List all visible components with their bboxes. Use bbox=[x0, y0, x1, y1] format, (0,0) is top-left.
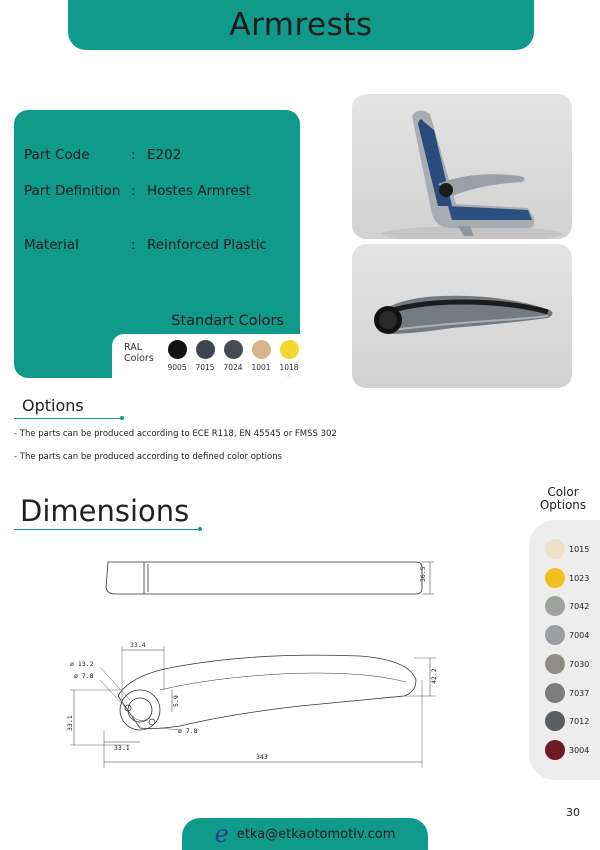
top-view-outline bbox=[106, 562, 422, 594]
color-option-code: 7012 bbox=[569, 717, 590, 727]
color-options-title-line-1: Color bbox=[547, 485, 579, 499]
color-options-panel bbox=[529, 520, 600, 780]
standard-color-code: 1001 bbox=[251, 363, 271, 372]
page-number: 30 bbox=[566, 806, 580, 819]
option-line: - The parts can be produced according to defined color options bbox=[14, 452, 283, 462]
color-option-code: 3004 bbox=[569, 745, 590, 755]
color-option-swatch bbox=[545, 539, 565, 559]
dimensions-underline-dot bbox=[198, 527, 202, 531]
color-option-swatch bbox=[545, 740, 565, 760]
color-option-swatch bbox=[545, 625, 565, 645]
dim-label-5-9: 5.9 bbox=[172, 695, 180, 707]
options-heading: Options bbox=[22, 396, 84, 415]
material-label: Material bbox=[24, 237, 79, 253]
option-line: - The parts can be produced according to ECE R118, EN 45545 or FMSS 302 bbox=[14, 429, 337, 439]
armrest-photo bbox=[352, 244, 572, 388]
standard-color-code: 1018 bbox=[279, 363, 299, 372]
dim-label-dia-13-2: ø 13.2 bbox=[70, 660, 94, 668]
material-value: Reinforced Plastic bbox=[147, 237, 267, 253]
options-underline-dot bbox=[120, 416, 124, 420]
part-code-row bbox=[24, 147, 181, 163]
ral-colors-box bbox=[112, 334, 300, 378]
color-option-code: 1023 bbox=[569, 573, 590, 583]
standard-color-code: 9005 bbox=[167, 363, 187, 372]
options-underline bbox=[14, 418, 122, 419]
color-options-title-line-2: Options bbox=[539, 498, 587, 512]
color-option-code: 7004 bbox=[569, 631, 590, 641]
footer-email-link[interactable]: etka@etkaotomotiv.com bbox=[236, 826, 396, 842]
standard-color-swatch bbox=[196, 340, 215, 359]
dim-label-length: 343 bbox=[256, 753, 268, 761]
seat-photo bbox=[352, 94, 572, 239]
separator: : bbox=[131, 147, 136, 163]
standard-color-swatch bbox=[252, 340, 271, 359]
part-definition-row bbox=[24, 183, 251, 199]
standard-colors-title: Standart Colors bbox=[171, 313, 284, 329]
standard-color-code: 7015 bbox=[195, 363, 215, 372]
ral-label bbox=[124, 342, 154, 364]
dim-label-dia-7-8-a: ø 7.8 bbox=[74, 672, 94, 680]
title-banner bbox=[68, 0, 534, 50]
part-code-label: Part Code bbox=[24, 147, 90, 163]
dim-label-width: 36.5 bbox=[419, 566, 427, 582]
dim-label-33-4: 33.4 bbox=[130, 641, 146, 649]
dimensions-heading: Dimensions bbox=[20, 494, 190, 528]
standard-color-code: 7024 bbox=[223, 363, 243, 372]
seat-illustration bbox=[352, 94, 572, 239]
color-option-code: 1015 bbox=[569, 545, 590, 554]
dimension-drawing bbox=[60, 550, 450, 775]
color-option-code: 7042 bbox=[569, 602, 590, 612]
dim-label-33-1-vertical: 33.1 bbox=[66, 715, 74, 731]
part-code-value: E202 bbox=[147, 147, 182, 163]
color-option-code: 7037 bbox=[569, 688, 590, 698]
separator: : bbox=[131, 237, 136, 253]
footer-bar bbox=[182, 818, 428, 850]
ral-label-line-1: RAL bbox=[124, 342, 143, 353]
dim-label-dia-7-8-b: ø 7.8 bbox=[178, 727, 198, 735]
color-options-title bbox=[530, 486, 596, 512]
standard-color-swatch bbox=[168, 340, 187, 359]
page-title: Armrests bbox=[229, 7, 373, 43]
dimensions-underline bbox=[14, 529, 200, 530]
side-view-outline bbox=[118, 655, 416, 729]
standard-color-swatch bbox=[280, 340, 299, 359]
dim-label-42-2: 42.2 bbox=[430, 668, 438, 684]
material-row bbox=[24, 237, 267, 253]
part-definition-value: Hostes Armrest bbox=[147, 183, 251, 199]
ral-label-line-2: Colors bbox=[124, 353, 154, 364]
armrest-illustration bbox=[352, 244, 572, 388]
etka-logo-icon: e bbox=[214, 820, 229, 848]
separator: : bbox=[131, 183, 136, 199]
standard-color-swatch bbox=[224, 340, 243, 359]
color-option-code: 7030 bbox=[569, 659, 590, 669]
color-option-swatch bbox=[545, 654, 565, 674]
color-option-swatch bbox=[545, 568, 565, 588]
part-definition-label: Part Definition bbox=[24, 183, 121, 199]
part-info-card bbox=[14, 110, 300, 378]
color-option-swatch bbox=[545, 683, 565, 703]
dim-label-33-1-horizontal: 33.1 bbox=[114, 744, 130, 752]
